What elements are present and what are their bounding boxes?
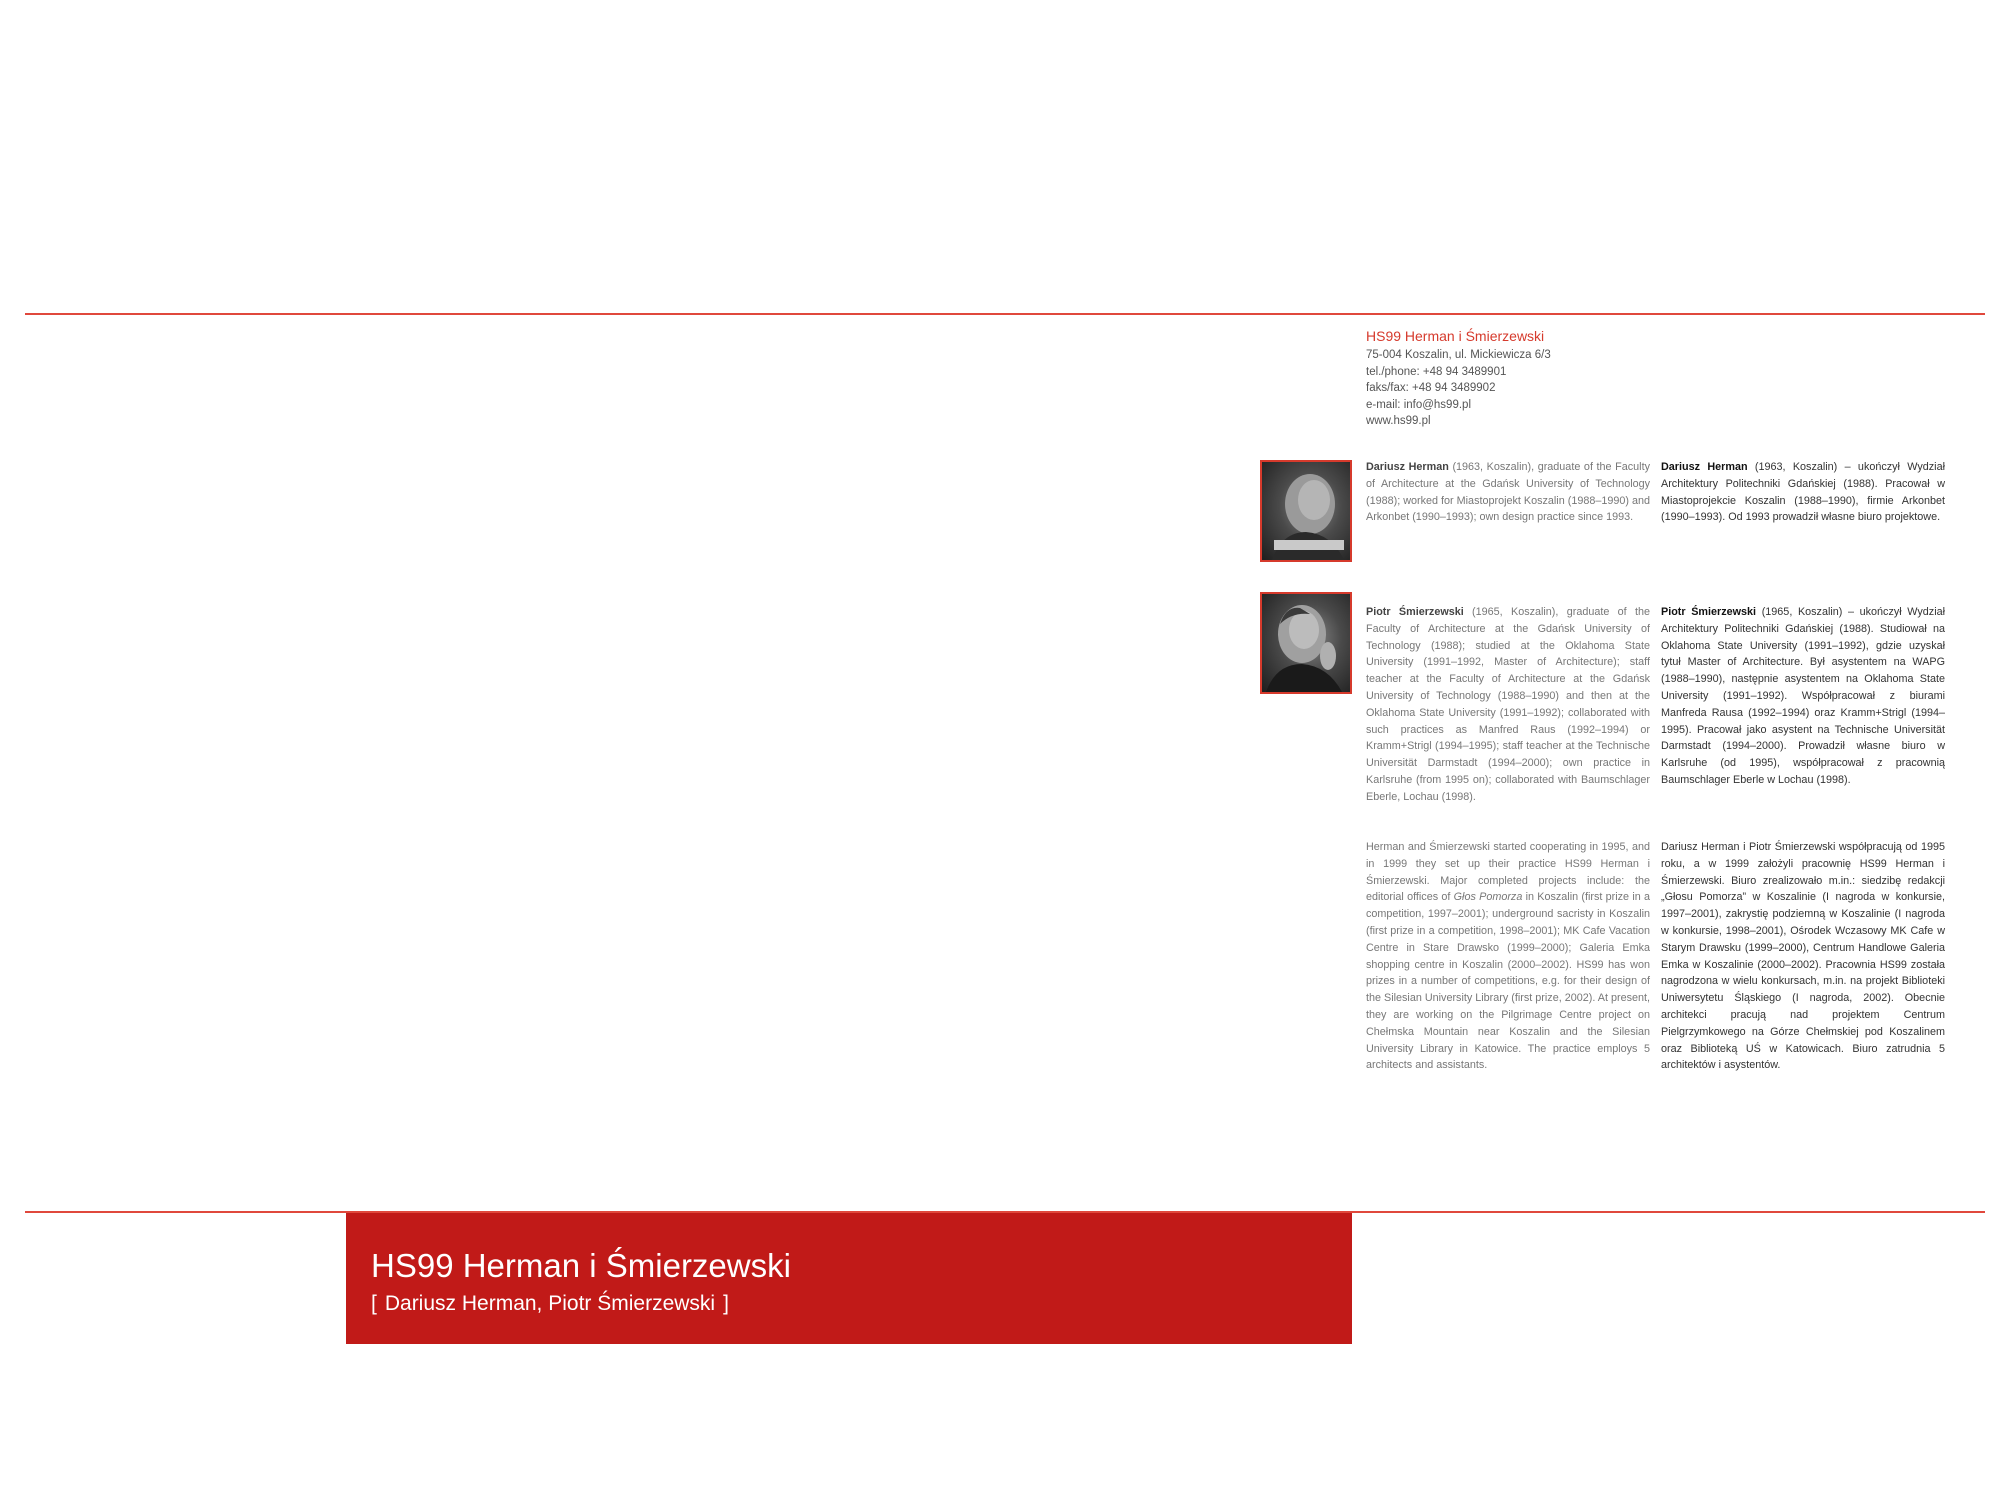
contact-block — [1366, 327, 1786, 430]
banner-title: HS99 Herman i Śmierzewski — [371, 1247, 791, 1284]
firm-name: HS99 Herman i Śmierzewski — [1366, 328, 1545, 344]
english-column — [1366, 459, 1650, 1089]
portrait-dariusz-herman — [1260, 460, 1352, 562]
phone: tel./phone: +48 94 3489901 — [1366, 365, 1507, 378]
fax: faks/fax: +48 94 3489902 — [1366, 382, 1496, 395]
bio-herman-en: Dariusz Herman (1963, Koszalin), graduate of the Faculty of Architecture at the Gdańsk University of Technology (1988); worked for Miastoprojekt Koszalin (1988–1990) and Arkonbet (1990–1993); own design practice since 1993. — [1366, 461, 1650, 524]
title-banner — [346, 1213, 1352, 1344]
email-link[interactable]: e-mail: info@hs99.pl — [1366, 398, 1471, 411]
portrait-piotr-smierzewski — [1260, 592, 1352, 694]
banner-subtitle: [ Dariusz Herman, Piotr Śmierzewski ] — [371, 1292, 729, 1315]
polish-column — [1661, 459, 1945, 1089]
bio-smierzewski-pl: Piotr Śmierzewski (1965, Koszalin) – ukończył Wydział Architektury Politechniki Gdańskiej (1988). Studiował na Oklahoma State University (1991–1992), gdzie uzyskał tytuł Master of Architecture. Był asystentem na WAPG (1988–1990), następnie asystentem na Oklahoma State University (1991–1992). Współpracował z biurami Manfreda Rausa (1992–1994) oraz Kramm+Strigl (1994–1995). Pracował jako asystent na Technische Universität Darmstadt (1994–2000). Prowadził własne biuro w Karlsruhe (od 1995), współpracował z pracownią Baumschlager Eberle w Lochau (1998). — [1661, 606, 1945, 786]
bio-name: Piotr Śmierzewski — [1661, 606, 1757, 618]
practice-text-en: Herman and Śmierzewski started cooperating in 1995, and in 1999 they set up their practice HS99 Herman i Śmierzewski. Major completed projects include: the editorial offices of Głos Pomorza in Koszalin (first prize in a competition, 1997–2001); underground sacristy in Koszalin (first prize in a competition, 1998–2001); MK Cafe Vacation Centre in Stare Drawsko (1999–2000); Galeria Emka shopping centre in Koszalin (2000–2002). HS99 has won prizes in a number of competitions, e.g. for their design of the Silesian University Library (first prize, 2002). At present, they are working on the Pilgrimage Centre project on Chełmska Mountain near Koszalin and the Silesian University Library in Katowice. The practice employs 5 architects and assistants. — [1366, 841, 1651, 1072]
bio-name: Dariusz Herman — [1366, 461, 1449, 473]
bio-name: Piotr Śmierzewski — [1366, 606, 1464, 618]
practice-text-pl: Dariusz Herman i Piotr Śmierzewski współpracują od 1995 roku, a w 1999 założyli pracownię HS99 Herman i Śmierzewski. Biuro zrealizowało m.in.: siedzibę redakcji „Głosu Pomorza” w Koszalinie (I nagroda w konkursie, 1997–2001), zakrystię podziemną w Koszalinie (I nagroda w konkursie, 1998–2001), Ośrodek Wczasowy MK Cafe w Starym Drawsku (1999–2000), Centrum Handlowe Galeria Emka w Koszalinie (2000–2002). Pracownia HS99 została nagrodzona w wielu konkursach, m.in. na projekt Biblioteki Uniwersytetu Śląskiego (I nagroda, 2002). Obecnie architekci pracują nad projektem Centrum Pielgrzymkowego na Górze Chełmskiej pod Koszalinem oraz Biblioteką UŚ w Katowicach. Biuro zatrudnia 5 architektów i asystentów. — [1661, 841, 1945, 1072]
top-divider-line — [25, 313, 1985, 315]
address: 75-004 Koszalin, ul. Mickiewicza 6/3 — [1366, 349, 1551, 361]
bio-smierzewski-en: Piotr Śmierzewski (1965, Koszalin), graduate of the Faculty of Architecture at the Gdańsk University of Technology (1988); studied at the Oklahoma State University (1991–1992, Master of Architecture); staff teacher at the Faculty of Architecture at the Gdańsk University of Technology (1988–1990) and then at the Oklahoma State University (1991–1992); collaborated with such practices as Manfred Raus (1992–1994) or Kramm+Strigl (1994–1995); staff teacher at the Technische Universität Darmstadt (1994–2000); own practice in Karlsruhe (from 1995 on); collaborated with Baumschlager Eberle, Lochau (1998). — [1366, 606, 1650, 803]
website-link[interactable]: www.hs99.pl — [1366, 415, 1431, 428]
bio-herman-pl: Dariusz Herman (1963, Koszalin) – ukończył Wydział Architektury Politechniki Gdańskiej (1988). Pracował w Miastoprojekcie Koszalin (1988–1990), firmie Arkonbet (1990–1993). Od 1993 prowadził własne biuro projektowe. — [1661, 461, 1945, 524]
bio-name: Dariusz Herman — [1661, 461, 1748, 473]
